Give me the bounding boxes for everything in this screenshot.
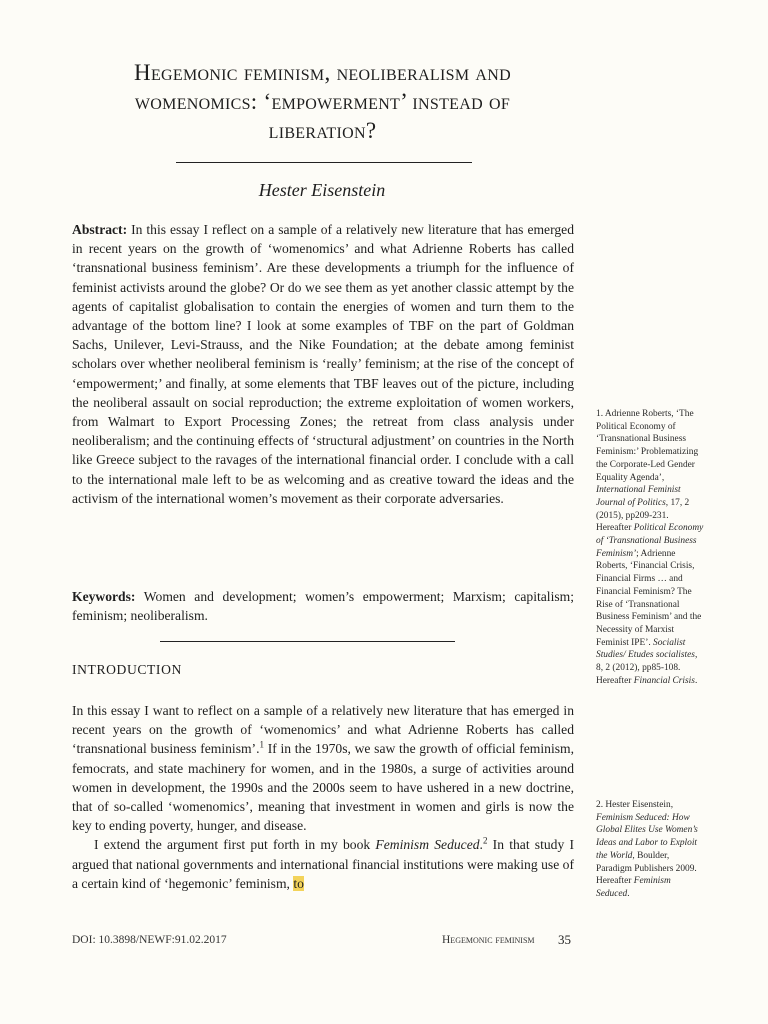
article-title: Hegemonic feminism, neoliberalism and womenomics: ‘empowerment’ instead of liberation? — [134, 60, 511, 143]
title-divider — [176, 162, 472, 163]
body-text — [72, 701, 574, 893]
book-title: Feminism Seduced — [375, 837, 480, 853]
footnote-1: 1. Adrienne Roberts, ‘The Political Economy of ‘Transnational Business Feminism:’ Problematizing the Corporate-Led Gender Equality Agenda’, International Feminist Journal of Politics, 17, 2 (2015), pp209-231. Hereafter Political Economy of ‘Transnational Business Feminism’; Adrienne Roberts, ‘Financial Crisis, Financial Firms … and Financial Feminism? The Rise of ‘Transnational Business Feminism’ and the Necessity of Marxist Feminist IPE’. Socialist Studies/ Etudes socialistes, 8, 2 (2012), pp85-108. Hereafter Financial Crisis. — [596, 409, 704, 686]
page-number: 35 — [558, 932, 571, 947]
abstract-text: In this essay I reflect on a sample of a relatively new literature that has emerged in recent years on the growth of ‘womenomics’ and what Adrienne Roberts has called ‘transnational business feminism’. Are these developments a triumph for the influence of feminist activists around the globe? Or do we see them as yet another classic attempt by the agents of capitalist globalisation to contain the energies of women and turn them to the advantage of the bottom line? I look at some examples of TBF on the part of Goldman Sachs, Unilever, Levi-Strauss, and the Nike Foundation; at the debate among feminist scholars over whether neoliberal feminism is ‘really’ feminism; at the rise of the concept of ‘empowerment;’ and finally, at some elements that TBF leaves out of the picture, including the neoliberal assault on social reproduction; the extreme exploitation of women workers, from Walmart to Export Processing Zones; the retreat from class analysis under neoliberalism; and the continuing effects of ‘structural adjustment’ on countries in the North like Greece subject to the ravages of the international financial order. I conclude with a call to the international male left to be as welcoming and as creative toward the ideas and the activism of the international women’s movement as their corporate adversaries. — [72, 222, 574, 506]
footnote-ref-1[interactable]: 1 — [259, 739, 264, 750]
doi: DOI: 10.3898/NEWF:91.02.2017 — [72, 934, 227, 946]
keywords-text: Women and development; women’s empowerment; Marxism; capitalism; feminism; neoliberalism. — [72, 589, 574, 624]
running-title: Hegemonic feminism — [442, 934, 535, 946]
keywords — [72, 587, 574, 625]
section-heading: INTRODUCTION — [72, 662, 182, 677]
footnote-2: 2. Hester Eisenstein, Feminism Seduced: How Global Elites Use Women’s Ideas and Labor to Exploit the World, Boulder, Paradigm Publishers 2009. Hereafter Feminism Seduced. — [596, 800, 698, 899]
paragraph-1: In this essay I want to reflect on a sample of a relatively new literature that has emerged in recent years on the growth of ‘womenomics’ and what Adrienne Roberts has called ‘transnational business feminism’.$^1$ If in the 1970s, we saw the growth of official feminism, femocrats, and state machinery for women, and in the 1980s, a surge of activities around women in development, the 1990s and the 2000s seem to have ushered in a new doctrine, that of so-called ‘womenomics’, meaning that investment in women and girls is now the key to ending poverty, hunger, and disease. — [72, 703, 574, 834]
abstract-label: Abstract: — [72, 222, 128, 237]
keywords-label: Keywords: — [72, 589, 136, 604]
abstract — [72, 220, 574, 508]
highlighted-text[interactable]: to — [293, 875, 304, 891]
keywords-divider — [160, 641, 455, 642]
paragraph-2: I extend the argument first put forth in my book Feminism Seduced.$^2$ In that study I argued that national governments and international financial institutions were making use of a certain kind of ‘hegemonic’ feminism, to — [72, 835, 574, 891]
author-name: Hester Eisenstein — [258, 180, 386, 200]
footnote-ref-2[interactable]: 2 — [482, 835, 488, 846]
